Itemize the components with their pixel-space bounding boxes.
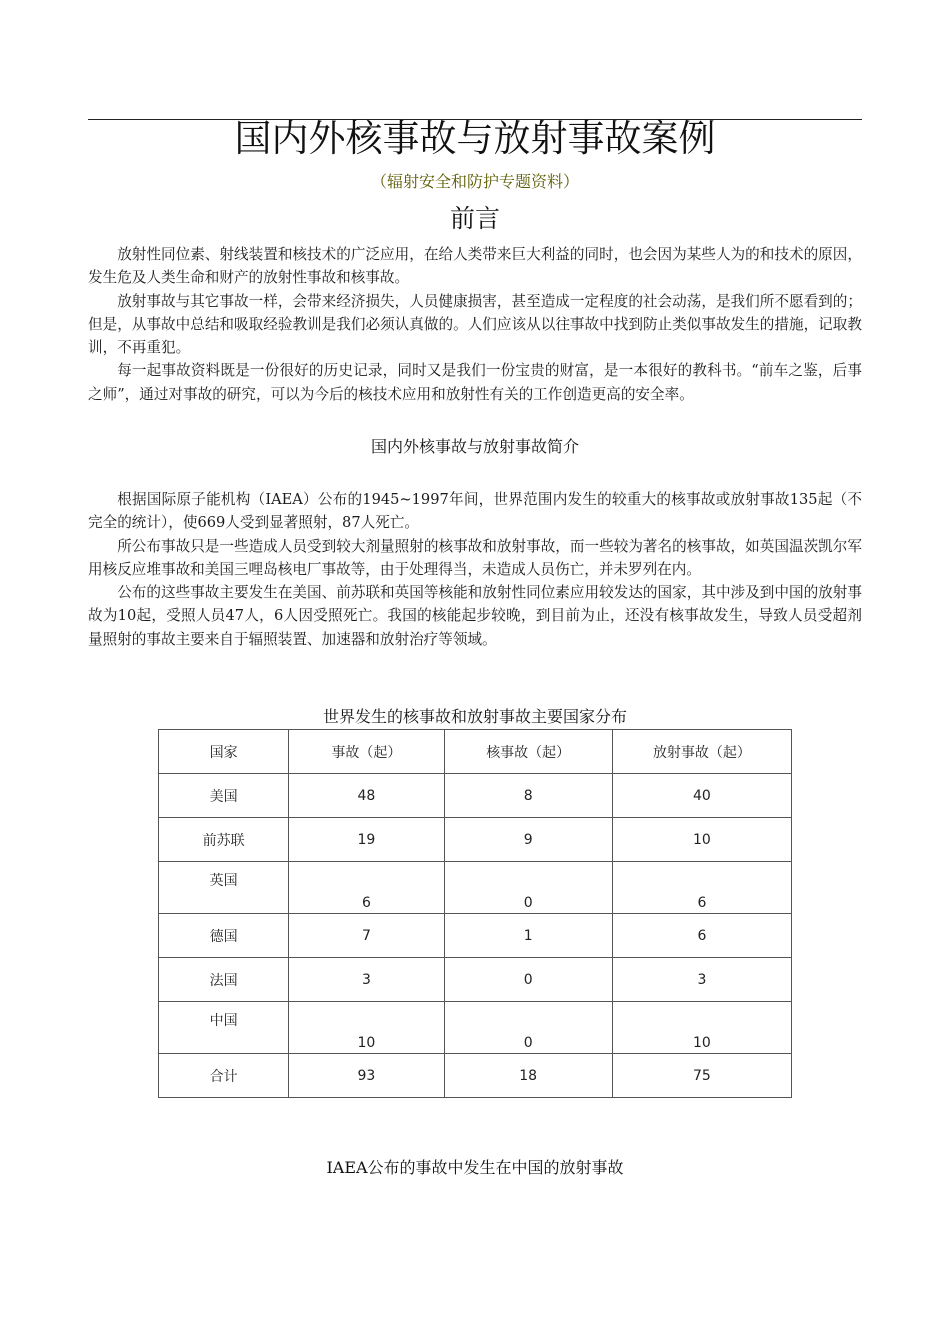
table-cell: 3 [289, 958, 444, 1002]
intro-paragraph: 根据国际原子能机构（IAEA）公布的1945~1997年间，世界范围内发生的较重大的核事故或放射事故135起（不完全的统计），使669人受到显著照射，87人死亡。 [88, 491, 862, 532]
table-cell: 9 [444, 818, 612, 862]
table-cell: 75 [612, 1054, 791, 1098]
table-header-row [159, 730, 792, 774]
table-cell: 19 [289, 818, 444, 862]
table-cell: 93 [289, 1054, 444, 1098]
table-cell: 10 [612, 818, 791, 862]
table-cell-country: 法国 [159, 958, 289, 1002]
table-row [159, 914, 792, 958]
section-heading: 国内外核事故与放射事故简介 [370, 437, 579, 456]
table-cell: 6 [612, 914, 791, 958]
table-cell: 40 [612, 774, 791, 818]
table-cell: 0 [444, 1002, 612, 1054]
table-header-cell: 国家 [159, 730, 289, 774]
preface-heading: 前言 [449, 204, 500, 233]
table-header-cell: 核事故（起） [444, 730, 612, 774]
table-cell: 0 [444, 862, 612, 914]
table-cell: 8 [444, 774, 612, 818]
intro-paragraph: 公布的这些事故主要发生在美国、前苏联和英国等核能和放射性同位素应用较发达的国家，其中涉及到中国的放射事故为10起，受照人员47人，6人因受照死亡。我国的核能起步较晚，到目前为止，还没有核事故发生，导致人员受超剂量照射的事故主要来自于辐照装置、加速器和放射治疗等领域。 [88, 584, 862, 648]
table-header-cell: 事故（起） [289, 730, 444, 774]
table-total-row [159, 1054, 792, 1098]
table-cell-country: 前苏联 [159, 818, 289, 862]
preface-paragraph: 每一起事故资料既是一份很好的历史记录，同时又是我们一份宝贵的财富，是一本很好的教科书。“前车之鉴，后事之师”，通过对事故的研究，可以为今后的核技术应用和放射性有关的工作创造更高的安全率。 [88, 362, 862, 403]
table-cell: 18 [444, 1054, 612, 1098]
table-caption: 世界发生的核事故和放射事故主要国家分布 [322, 707, 627, 726]
table-row [159, 774, 792, 818]
table-row [159, 1002, 792, 1054]
intro-paragraph: 所公布事故只是一些造成人员受到较大剂量照射的核事故和放射事故，而一些较为著名的核事故，如英国温茨凯尔军用核反应堆事故和美国三哩岛核电厂事故等，由于处理得当，未造成人员伤亡，并未罗列在内。 [88, 537, 862, 578]
table-cell: 10 [289, 1002, 444, 1054]
document-title: 国内外核事故与放射事故案例 [234, 117, 716, 160]
table-cell: 7 [289, 914, 444, 958]
preface-body [88, 243, 862, 406]
document-subtitle: （辐射安全和防护专题资料） [370, 172, 579, 191]
table-cell: 6 [289, 862, 444, 914]
table-cell-country: 中国 [159, 1002, 289, 1054]
intro-body [88, 488, 862, 651]
table-cell: 48 [289, 774, 444, 818]
table-cell: 3 [612, 958, 791, 1002]
table-cell: 10 [612, 1002, 791, 1054]
table-row [159, 818, 792, 862]
table-cell-country: 德国 [159, 914, 289, 958]
table-cell: 6 [612, 862, 791, 914]
country-distribution-table [158, 729, 792, 1098]
preface-paragraph: 放射性同位素、射线装置和核技术的广泛应用，在给人类带来巨大利益的同时，也会因为某些人为的和技术的原因，发生危及人类生命和财产的放射性事故和核事故。 [88, 246, 862, 287]
table-row [159, 862, 792, 914]
table-cell: 1 [444, 914, 612, 958]
table-cell: 0 [444, 958, 612, 1002]
china-section-heading: IAEA公布的事故中发生在中国的放射事故 [326, 1158, 624, 1177]
table-row [159, 958, 792, 1002]
preface-paragraph: 放射事故与其它事故一样，会带来经济损失，人员健康损害，甚至造成一定程度的社会动荡，是我们所不愿看到的；但是，从事故中总结和吸取经验教训是我们必须认真做的。人们应该从以往事故中找到防止类似事故发生的措施，记取教训，不再重犯。 [88, 292, 862, 357]
table-header-cell: 放射事故（起） [612, 730, 791, 774]
table-cell-country: 英国 [159, 862, 289, 914]
table-cell-country: 合计 [159, 1054, 289, 1098]
table-cell-country: 美国 [159, 774, 289, 818]
